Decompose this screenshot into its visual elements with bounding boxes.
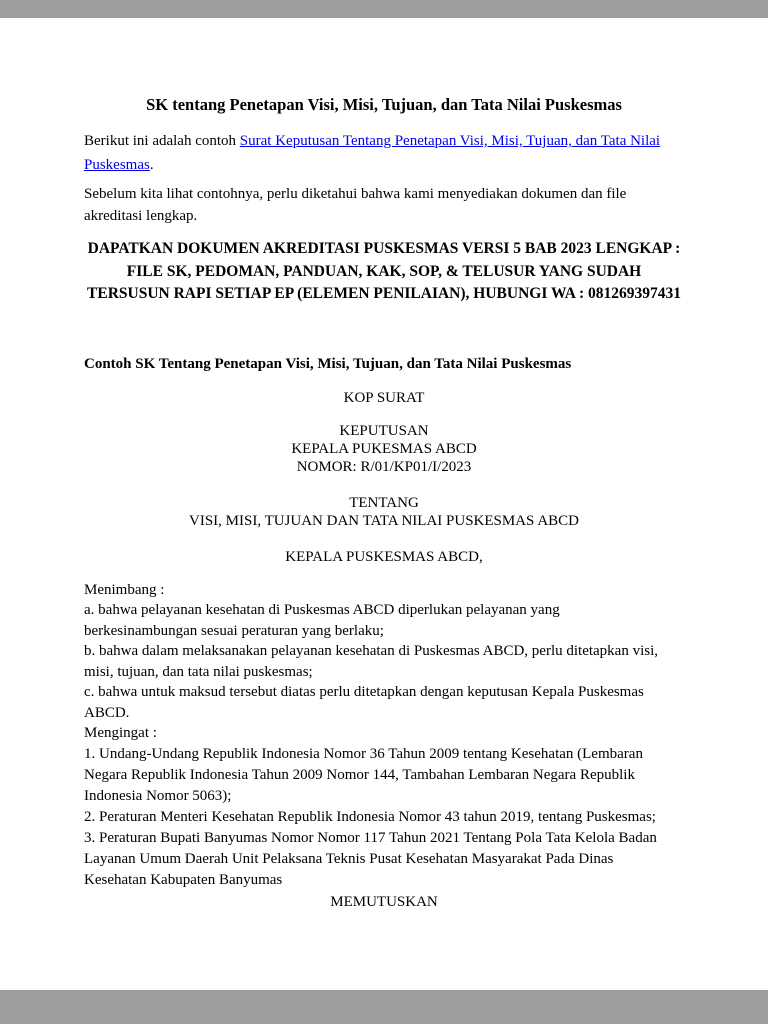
- kop-surat-label: KOP SURAT: [343, 389, 425, 406]
- text-line: akreditasi lengkap.: [84, 208, 198, 224]
- text-line: berkesinambungan sesuai peraturan yang berlaku;: [84, 622, 384, 639]
- decree-subject: [84, 494, 684, 530]
- text-line: Layanan Umum Daerah Unit Pelaksana Teknis Pusat Kesehatan Masyarakat Pada Dinas: [84, 851, 614, 867]
- considering-section: [84, 580, 684, 724]
- text-line: Menimbang :: [84, 581, 165, 598]
- remembering-section: [84, 723, 684, 891]
- text-line: Sebelum kita lihat contohnya, perlu diketahui bahwa kami menyediakan dokumen dan file: [84, 186, 627, 202]
- text-line: 3. Peraturan Bupati Banyumas Nomor Nomor 117 Tahun 2021 Tentang Pola Tata Kelola Badan: [84, 830, 657, 846]
- text-line: misi, tujuan, dan tata nilai puskesmas;: [84, 663, 313, 680]
- text-line: KEPALA PUKESMAS ABCD: [291, 440, 477, 457]
- promo-paragraph: [84, 238, 684, 306]
- text-line: VISI, MISI, TUJUAN DAN TATA NILAI PUSKESMAS ABCD: [189, 512, 579, 529]
- intro-text: Berikut ini adalah contoh: [84, 133, 240, 149]
- text-line: 2. Peraturan Menteri Kesehatan Republik Indonesia Nomor 43 tahun 2019, tentang Puskesmas;: [84, 809, 656, 825]
- decree-link[interactable]: Surat Keputusan Tentang Penetapan Visi, Misi, Tujuan, dan Tata Nilai: [239, 133, 661, 149]
- text-line: Mengingat :: [84, 725, 157, 741]
- text-line: Negara Republik Indonesia Tahun 2009 Nomor 144, Tambahan Lembaran Negara Republik: [84, 767, 635, 783]
- decree-header: [84, 422, 684, 476]
- example-heading: Contoh SK Tentang Penetapan Visi, Misi, Tujuan, dan Tata Nilai Puskesmas: [84, 355, 572, 372]
- text-line: 1. Undang-Undang Republik Indonesia Nomor 36 Tahun 2009 tentang Kesehatan (Lembaran: [84, 746, 643, 762]
- letterbox-top: [0, 0, 768, 18]
- intro-paragraph: [84, 129, 684, 177]
- text-line: DAPATKAN DOKUMEN AKREDITASI PUSKESMAS VERSI 5 BAB 2023 LENGKAP :: [87, 240, 681, 257]
- text-line: Kesehatan Kabupaten Banyumas: [84, 872, 283, 888]
- document-title: SK tentang Penetapan Visi, Misi, Tujuan, dan Tata Nilai Puskesmas: [146, 95, 622, 114]
- decree-link[interactable]: Puskesmas: [84, 157, 150, 173]
- text-line: KEPUTUSAN: [339, 422, 429, 439]
- text-line: a. bahwa pelayanan kesehatan di Puskesmas ABCD diperlukan pelayanan yang: [84, 602, 560, 618]
- note-paragraph: [84, 183, 684, 227]
- document-page: [84, 0, 684, 913]
- text-line: TENTANG: [349, 494, 419, 511]
- text-line: Indonesia Nomor 5063);: [84, 788, 232, 804]
- text-line: ABCD.: [84, 704, 130, 721]
- text-line: FILE SK, PEDOMAN, PANDUAN, KAK, SOP, & TELUSUR YANG SUDAH: [126, 262, 642, 280]
- text-line: NOMOR: R/01/KP01/I/2023: [296, 458, 472, 475]
- memutuskan-label: MEMUTUSKAN: [330, 894, 438, 910]
- text-line: c. bahwa untuk maksud tersebut diatas perlu ditetapkan dengan keputusan Kepala Puskesmas: [84, 684, 644, 700]
- intro-suffix: .: [149, 157, 154, 173]
- text-line: b. bahwa dalam melaksanakan pelayanan kesehatan di Puskesmas ABCD, perlu ditetapkan visi,: [84, 643, 659, 659]
- text-line: TERSUSUN RAPI SETIAP EP (ELEMEN PENILAIAN), HUBUNGI WA : 081269397431: [87, 285, 681, 302]
- letterbox-bottom: [0, 990, 768, 1024]
- decree-issuer: KEPALA PUSKESMAS ABCD,: [285, 548, 483, 565]
